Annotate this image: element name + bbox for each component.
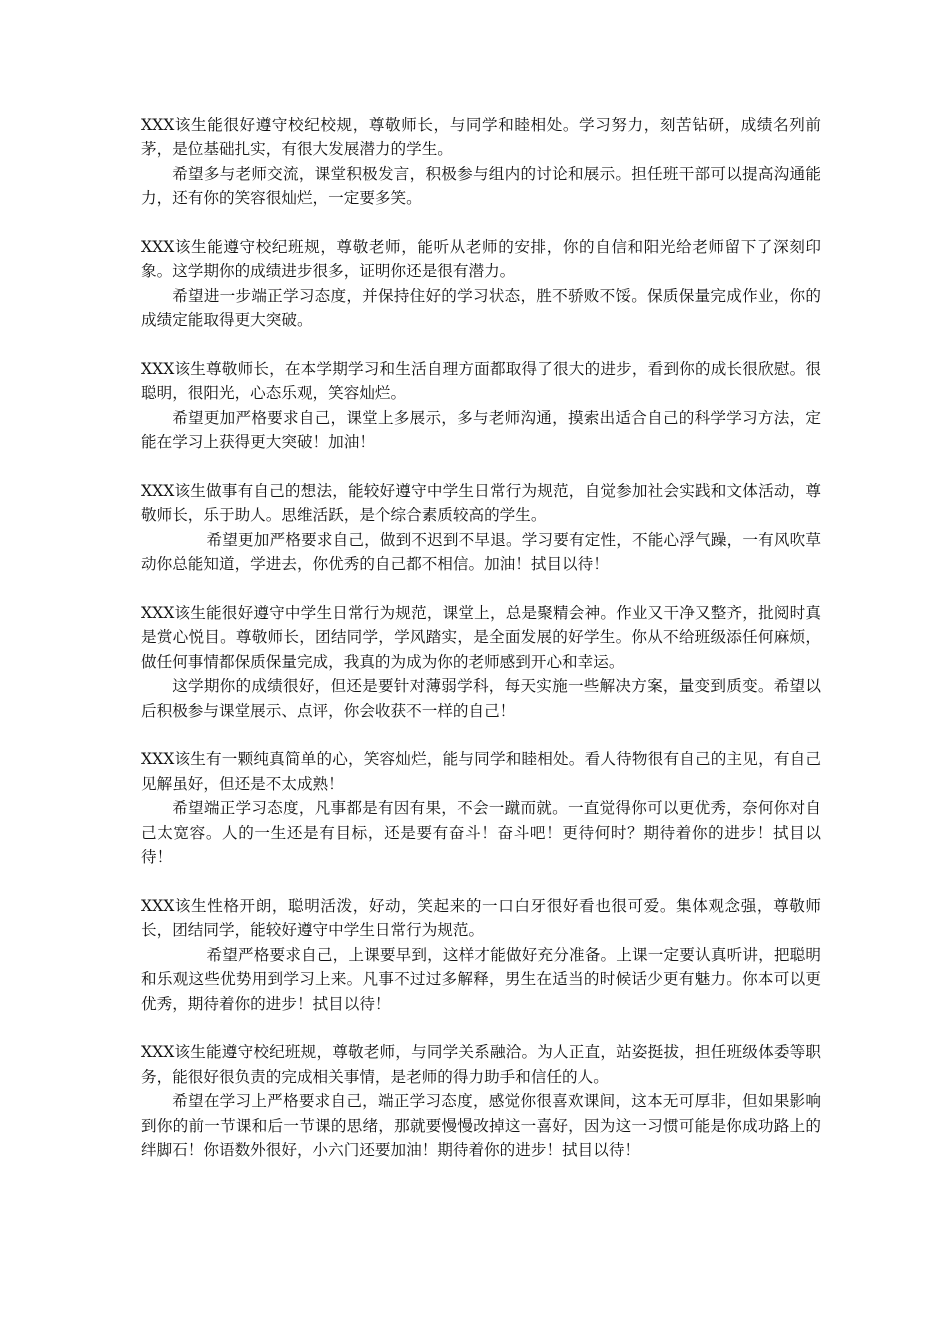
comment-intro: XXX该生做事有自己的想法，能较好遵守中学生日常行为规范，自觉参加社会实践和文体活动，尊敬师长，乐于助人。思维活跃，是个综合素质较高的学生。 — [141, 482, 821, 525]
student-comment-3 — [141, 357, 821, 455]
comment-intro: XXX该生尊敬师长，在本学期学习和生活自理方面都取得了很大的进步，看到你的成长很欣慰。很聪明，很阳光，心态乐观，笑容灿烂。 — [141, 360, 821, 403]
comment-hope: 这学期你的成绩很好，但还是要针对薄弱学科，每天实施一些解决方案，量变到质变。希望以后积极参与课堂展示、点评，你会收获不一样的自己！ — [141, 677, 821, 720]
comment-intro: XXX该生能很好遵守校纪校规，尊敬师长，与同学和睦相处。学习努力，刻苦钻研，成绩名列前茅，是位基础扎实，有很大发展潜力的学生。 — [141, 116, 821, 159]
comment-intro: XXX该生能遵守校纪班规，尊敬老师，与同学关系融洽。为人正直，站姿挺拔，担任班级体委等职务，能很好很负责的完成相关事情，是老师的得力助手和信任的人。 — [141, 1043, 821, 1086]
student-comment-2 — [141, 235, 821, 333]
student-comment-5 — [141, 601, 821, 723]
comment-intro: XXX该生性格开朗，聪明活泼，好动，笑起来的一口白牙很好看也很可爱。集体观念强，尊敬师长，团结同学，能较好遵守中学生日常行为规范。 — [141, 896, 821, 940]
comment-intro: XXX该生能很好遵守中学生日常行为规范，课堂上，总是聚精会神。作业又干净又整齐，批阅时真是赏心悦目。尊敬师长，团结同学，学风踏实，是全面发展的好学生。你从不给班级添任何麻烦，做任何事情都保质保量完成，我真的为成为你的老师感到开心和幸运。 — [141, 604, 821, 671]
comment-hope: 希望在学习上严格要求自己，端正学习态度，感觉你很喜欢课间，这本无可厚非，但如果影响到你的前一节课和后一节课的思绪，那就要慢慢改掉这一喜好，因为这一习惯可能是你成功路上的绊脚石！你语数外很好，小六门还要加油！期待着你的进步！拭目以待！ — [141, 1092, 821, 1159]
comment-hope: 希望更加严格要求自己，课堂上多展示，多与老师沟通，摸索出适合自己的科学学习方法，定能在学习上获得更大突破！加油！ — [141, 408, 821, 452]
comment-intro: XXX该生能遵守校纪班规，尊敬老师，能听从老师的安排，你的自信和阳光给老师留下了深刻印象。这学期你的成绩进步很多，证明你还是很有潜力。 — [141, 238, 821, 281]
student-comment-6 — [141, 747, 821, 869]
comment-hope: 希望端正学习态度，凡事都是有因有果，不会一蹴而就。一直觉得你可以更优秀，奈何你对自己太宽容。人的一生还是有目标，还是要有奋斗！奋斗吧！更待何时？期待着你的进步！拭目以待！ — [141, 799, 821, 867]
comment-hope: 希望多与老师交流，课堂积极发言，积极参与组内的讨论和展示。担任班干部可以提高沟通能力，还有你的笑容很灿烂，一定要多笑。 — [141, 164, 821, 208]
comment-intro: XXX该生有一颗纯真简单的心，笑容灿烂，能与同学和睦相处。看人待物很有自己的主见，有自己见解虽好，但还是不太成熟！ — [141, 750, 821, 793]
comment-hope: 希望进一步端正学习态度，并保持住好的学习状态，胜不骄败不馁。保质保量完成作业，你的成绩定能取得更大突破。 — [141, 286, 821, 330]
document-body — [141, 113, 821, 1187]
student-comment-7 — [141, 894, 821, 1016]
student-comment-8 — [141, 1040, 821, 1162]
comment-hope: 希望更加严格要求自己，做到不迟到不早退。学习要有定性，不能心浮气躁，一有风吹草动你总能知道，学进去，你优秀的自己都不相信。加油！拭目以待！ — [141, 530, 821, 574]
student-comment-4 — [141, 479, 821, 577]
student-comment-1 — [141, 113, 821, 211]
comment-hope: 希望严格要求自己，上课要早到，这样才能做好充分准备。上课一定要认真听讲，把聪明和乐观这些优势用到学习上来。凡事不过过多解释，男生在适当的时候话少更有魅力。你本可以更优秀，期待着你的进步！拭目以待！ — [141, 945, 821, 1013]
